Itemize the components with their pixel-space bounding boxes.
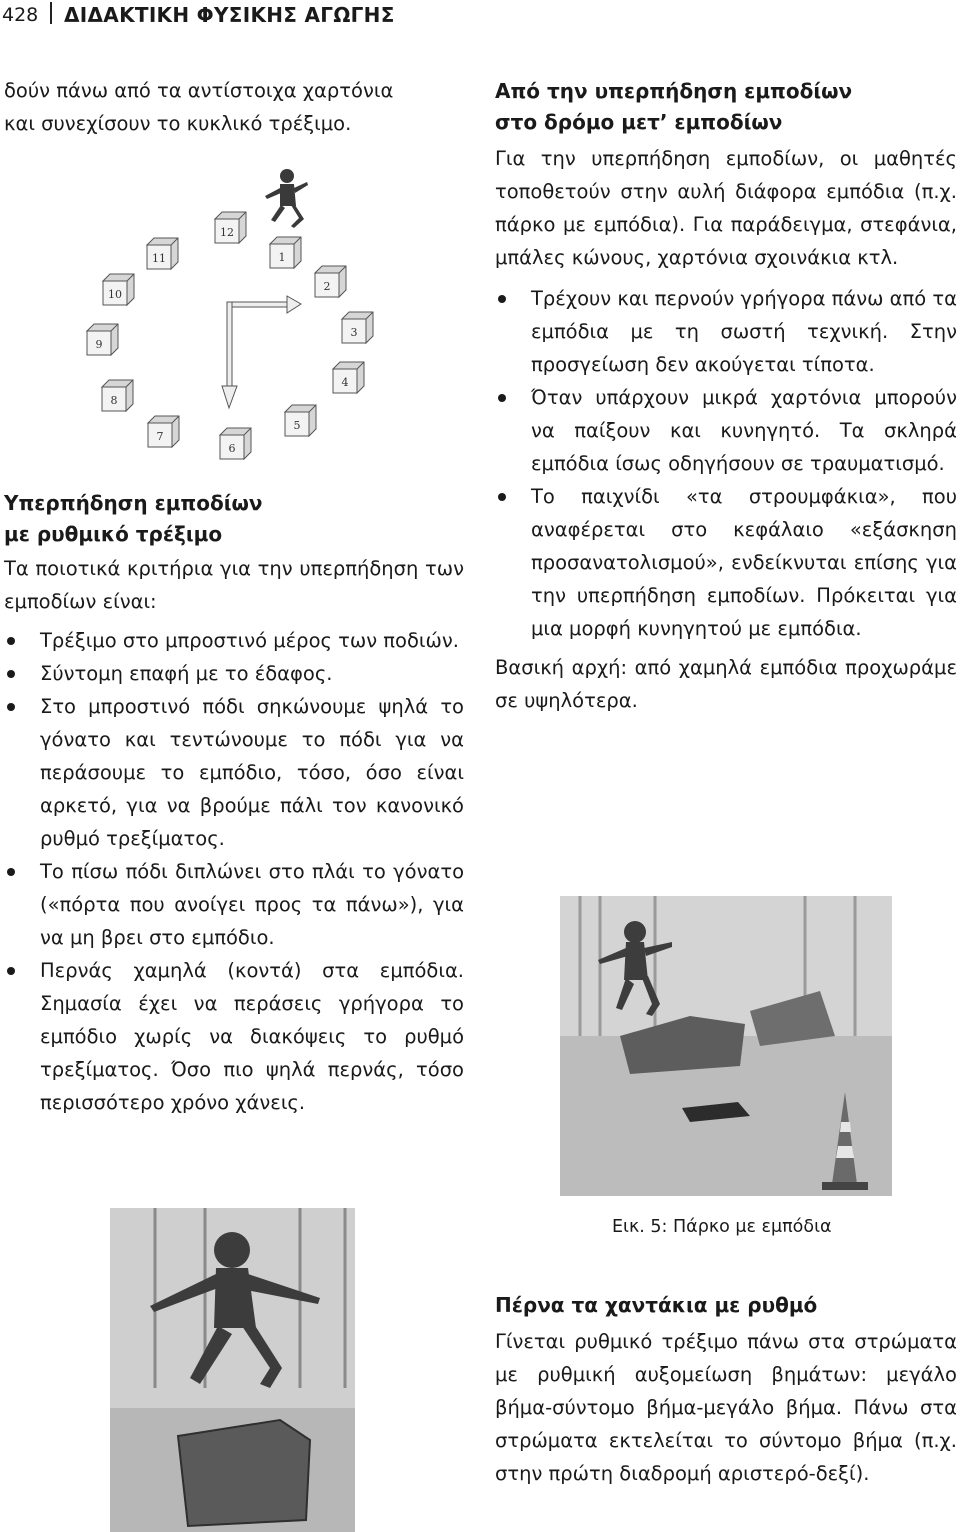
clock-number: 1 [278, 251, 286, 264]
clock-marker-5 [285, 405, 316, 436]
list-item: Το παιχνίδι «τα στρουμφάκια», που αναφέρεται στο κεφάλαιο «εξάσκηση προσανατολισμού», ενδείκνυται επίσης για την υπερπήδηση εμποδίων. Πρόκειται για μια μορφή κυνηγητού με εμπόδια. [495, 480, 957, 645]
clock-marker-6 [220, 428, 251, 459]
section-heading-line-1: Από την υπερπήδηση εμποδίων [495, 79, 853, 103]
list-item: Σύντομη επαφή με το έδαφος. [4, 657, 464, 690]
clock-number: 3 [350, 326, 358, 339]
section-heading-line-2: στο δρόμο μετ’ εμποδίων [495, 110, 783, 134]
activity-list [495, 282, 957, 645]
right-section-2 [495, 1290, 957, 1490]
clock-number: 10 [108, 288, 122, 301]
clock-diagram [75, 162, 385, 472]
clock-marker-11 [147, 238, 178, 269]
clock-marker-4 [333, 362, 364, 393]
clock-marker-8 [102, 380, 133, 411]
clock-marker-1 [270, 237, 301, 268]
clock-number: 8 [110, 394, 118, 407]
left-intro [4, 74, 464, 140]
section-heading-ditches: Πέρνα τα χαντάκια με ρυθμό [495, 1293, 818, 1317]
intro-line-2: και συνεχίσουν το κυκλικό τρέξιμο. [4, 112, 352, 135]
running-title: ΔΙΔΑΚΤΙΚΗ ΦΥΣΙΚΗΣ ΑΓΩΓΗΣ [64, 3, 395, 27]
list-item: Τρέχουν και περνούν γρήγορα πάνω από τα εμπόδια με τη σωστή τεχνική. Στην προσγείωση δεν ακούγεται τίποτα. [495, 282, 957, 381]
section-text: Γίνεται ρυθμικό τρέξιμο πάνω στα στρώματα με ρυθμική αυξομείωση βημάτων: μεγάλο βήμα-σύντομο βήμα-μεγάλο βήμα. Πάνω στα στρώματα εκτελείται το σύντομο βήμα (π.χ. στην πρώτη διαδρομή αριστερό-δεξί). [495, 1330, 957, 1485]
header-divider [50, 2, 52, 24]
clock-marker-3 [342, 312, 373, 343]
section-intro: Για την υπερπήδηση εμποδίων, οι μαθητές τοποθετούν στην αυλή διάφορα εμπόδια (π.χ. πάρκο με εμπόδια). Για παράδειγμα, στεφάνια, μπάλες κώνους, χαρτόνια σχοινάκια κτλ. [495, 147, 957, 269]
photo-child-jumping-box [110, 1208, 355, 1532]
intro-line-1: δούν πάνω από τα αντίστοιχα χαρτόνια [4, 79, 394, 102]
left-section [4, 488, 464, 1119]
page-number: 428 [2, 4, 39, 26]
jumping-child-figure [265, 169, 308, 228]
section-heading-hurdles-rhythm [4, 488, 464, 550]
section-heading-hurdle-race [495, 76, 957, 138]
right-section-1 [495, 76, 957, 717]
list-item: Τρέξιμο στο μπροστινό μέρος των ποδιών. [4, 624, 464, 657]
clock-number: 12 [220, 226, 234, 239]
clock-number: 9 [95, 338, 103, 351]
clock-number: 7 [156, 430, 164, 443]
clock-marker-9 [87, 324, 118, 355]
clock-diagram-svg [75, 162, 385, 472]
page-header [0, 0, 960, 30]
clock-number: 4 [341, 376, 349, 389]
photo-obstacle-park [560, 896, 892, 1196]
list-item: Στο μπροστινό πόδι σηκώνουμε ψηλά το γόνατο και τεντώνουμε το πόδι για να περάσουμε το εμπόδιο, τόσο, όσο είναι αρκετό, για να βρούμε πάλι τον κανονικό ρυθμό τρεξίματος. [4, 690, 464, 855]
clock-number: 5 [293, 419, 301, 432]
figure-caption: Εικ. 5: Πάρκο με εμπόδια [612, 1217, 832, 1237]
basic-principle: Βασική αρχή: από χαμηλά εμπόδια προχωράμε σε υψηλότερα. [495, 656, 957, 712]
clock-marker-10 [103, 274, 134, 305]
clock-number: 2 [323, 280, 331, 293]
clock-number: 11 [152, 252, 166, 265]
list-item: Περνάς χαμηλά (κοντά) στα εμπόδια. Σημασία έχει να περάσεις γρήγορα το εμπόδιο χωρίς να διακόψεις το ρυθμό τρεξίματος. Όσο πιο ψηλά περνάς, τόσο περισσότερο χρόνο χάνεις. [4, 954, 464, 1119]
clock-marker-12 [215, 212, 246, 243]
clock-number: 6 [228, 442, 236, 455]
section-intro: Τα ποιοτικά κριτήρια για την υπερπήδηση των εμποδίων είναι: [4, 557, 464, 613]
list-item: Το πίσω πόδι διπλώνει στο πλάι το γόνατο («πόρτα που ανοίγει προς τα πάνω»), για να μη βρει στο εμπόδιο. [4, 855, 464, 954]
clock-marker-7 [148, 416, 179, 447]
clock-hands [222, 296, 301, 408]
clock-marker-2 [315, 266, 346, 297]
criteria-list [4, 624, 464, 1119]
list-item: Όταν υπάρχουν μικρά χαρτόνια μπορούν να παίξουν και κυνηγητό. Τα σκληρά εμπόδια ίσως οδηγήσουν σε τραυματισμό. [495, 381, 957, 480]
section-heading-line-2: με ρυθμικό τρέξιμο [4, 522, 223, 546]
section-heading-line-1: Υπερπήδηση εμποδίων [4, 491, 263, 515]
